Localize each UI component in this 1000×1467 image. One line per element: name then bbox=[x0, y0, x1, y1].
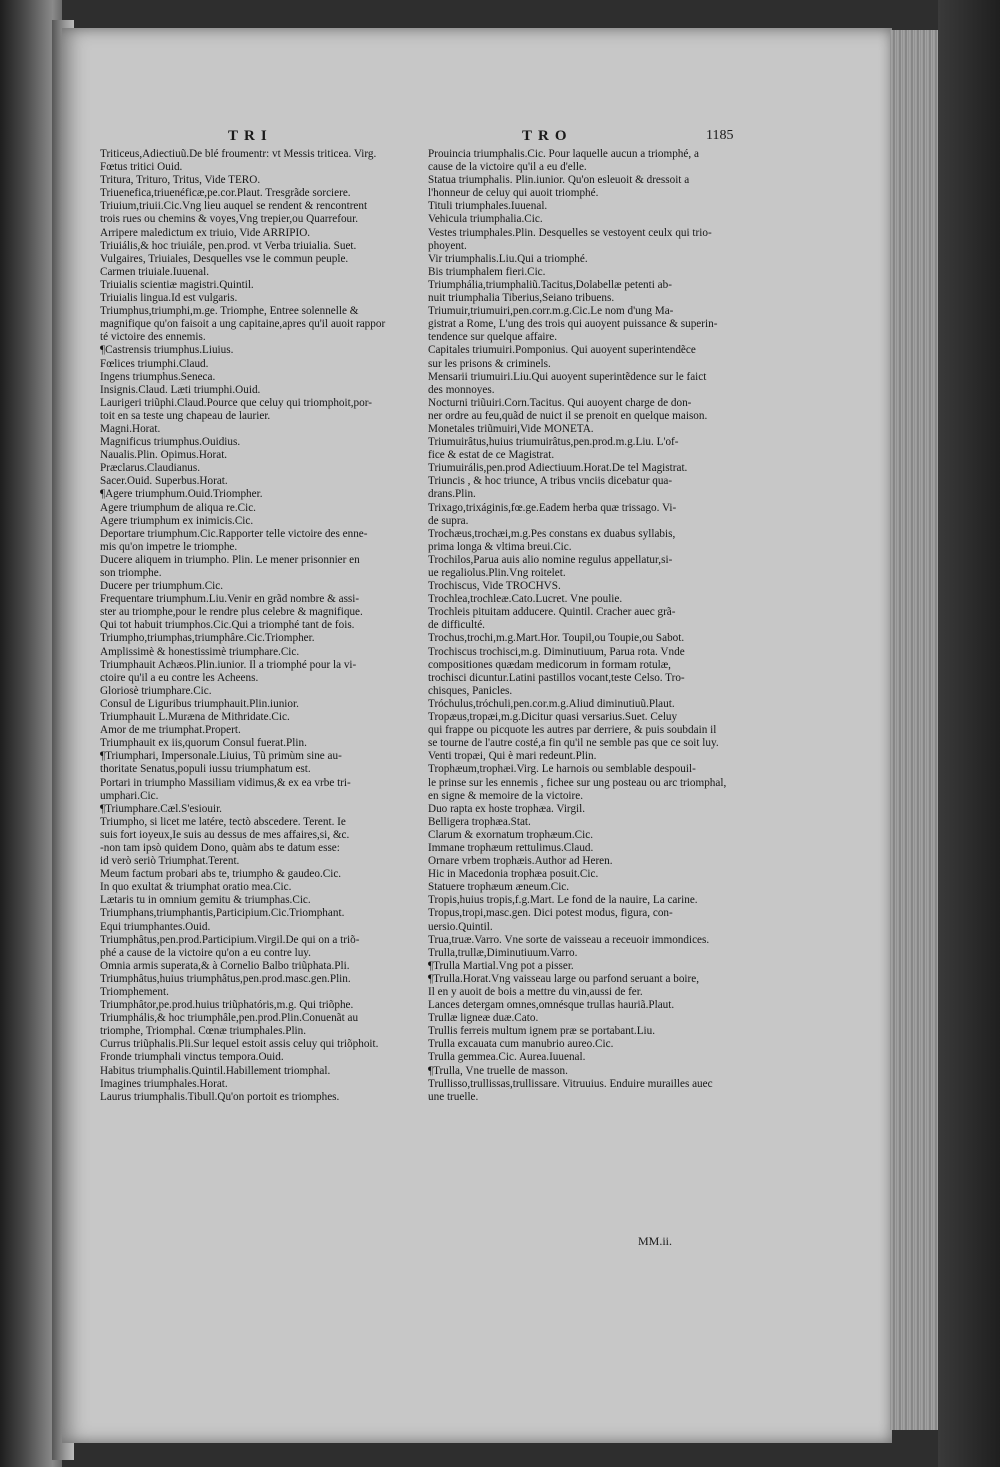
dictionary-line: Agere triumphum de aliqua re.Cic. bbox=[100, 501, 256, 514]
dictionary-line: Tróchulus,tróchuli,pen.cor.m.g.Aliud diminutiuũ.Plaut. bbox=[428, 697, 675, 710]
dictionary-line: Equi triumphantes.Ouid. bbox=[100, 920, 211, 933]
dictionary-line: Triticeus,Adiectiuũ.De blé froumentr: vt Messis triticea. Virg. bbox=[100, 148, 377, 160]
dictionary-line: Arripere maledictum ex triuio, Vide ARRIPIO. bbox=[100, 226, 311, 239]
dictionary-line: Triumphans,triumphantis,Participium.Cic.Triomphant. bbox=[100, 907, 345, 920]
dictionary-line: magnifique qu'on faisoit a ung capitaine,apres qu'il auoit rappor bbox=[100, 318, 386, 331]
dictionary-line: suis fort ioyeux,Ie suis au dessus de mes affaires,si, &c. bbox=[100, 828, 350, 841]
dictionary-line: Fronde triumphali vinctus tempora.Ouid. bbox=[100, 1051, 284, 1064]
dictionary-line: Ornare vrbem trophæis.Author ad Heren. bbox=[428, 855, 613, 868]
dictionary-line: Il en y auoit de bois a mettre du vin,aussi de fer. bbox=[428, 986, 643, 998]
dictionary-line: uersio.Quintil. bbox=[428, 920, 493, 933]
dictionary-line: nuit triumphalia Tiberius,Seiano tribuens. bbox=[428, 292, 615, 305]
dictionary-line: Triumphália,triumphaliũ.Tacitus,Dolabellæ petenti ab- bbox=[428, 278, 672, 291]
dictionary-line: Trullæ ligneæ duæ.Cato. bbox=[428, 1012, 539, 1025]
dictionary-line: mis qu'on impetre le triomphe. bbox=[100, 540, 238, 553]
dictionary-line: Lætaris tu in omnium gemitu & triumphas.Cic. bbox=[100, 894, 311, 907]
dictionary-line: ¶Triumphare.Cæl.S'esiouir. bbox=[100, 802, 222, 815]
dictionary-line: se tourne de l'autre costé,a fin qu'il ne semble pas que ce soit luy. bbox=[428, 737, 719, 750]
dictionary-line: Triumphauit ex iis,quorum Consul fuerat.Plin. bbox=[100, 737, 307, 750]
dictionary-line: ster au triomphe,pour le rendre plus celebre & magnifique. bbox=[100, 606, 363, 619]
dictionary-line: Prouincia triumphalis.Cic. Pour laquelle aucun a triomphé, a bbox=[428, 148, 699, 160]
dictionary-line: Magni.Horat. bbox=[100, 422, 161, 435]
dictionary-line: Triumphális,& hoc triumphâle,pen.prod.Plin.Conuenãt au bbox=[100, 1012, 359, 1025]
dictionary-line: Triuiális,& hoc triuiále, pen.prod. vt Verba triuialia. Suet. bbox=[100, 239, 357, 252]
dictionary-line: Triumpho,triumphas,triumphâre.Cic.Triompher. bbox=[100, 632, 315, 645]
dictionary-line: Trochlea,trochleæ.Cato.Lucret. Vne poulie. bbox=[428, 593, 623, 606]
dictionary-line: ue regaliolus.Plin.Vng roitelet. bbox=[428, 567, 566, 579]
dictionary-line: Duo rapta ex hoste trophæa. Virgil. bbox=[428, 802, 586, 815]
dictionary-line: Habitus triumphalis.Quintil.Habillement triomphal. bbox=[100, 1064, 331, 1077]
dictionary-line: Triomphement. bbox=[100, 986, 169, 998]
dictionary-line: Nocturni triũuiri.Corn.Tacitus. Qui auoyent charge de don- bbox=[428, 396, 692, 409]
dictionary-line: Mensarii triumuiri.Liu.Qui auoyent superintẽdence sur le faict bbox=[428, 370, 707, 383]
dictionary-line: Laurigeri triũphi.Claud.Pource que celuy qui triomphoit,por- bbox=[100, 396, 372, 409]
dictionary-line: Belligera trophæa.Stat. bbox=[428, 815, 531, 828]
dictionary-line: Fœtus tritici Ouid. bbox=[100, 161, 183, 174]
dictionary-line: Triumpho, si licet me latére, tectò abscedere. Terent. Ie bbox=[100, 815, 346, 828]
dictionary-line: Vir triumphalis.Liu.Qui a triomphé. bbox=[428, 252, 588, 265]
dictionary-line: Frequentare triumphum.Liu.Venir en grãd nombre & assi- bbox=[100, 593, 360, 606]
dictionary-line: thoritate Senatus,populi iussu triumphatum est. bbox=[100, 763, 311, 776]
dictionary-line: té victoire des ennemis. bbox=[100, 331, 206, 344]
running-header-center: TRO bbox=[522, 128, 573, 144]
dictionary-line: Trochæus,trochæi,m.g.Pes constans ex duabus syllabis, bbox=[428, 527, 676, 540]
left-column bbox=[100, 148, 418, 1104]
dictionary-line: Triumphâtus,huius triumphâtus,pen.prod.masc.gen.Plin. bbox=[100, 972, 351, 985]
dictionary-line: ¶Trulla Martial.Vng pot a pisser. bbox=[428, 959, 574, 972]
dictionary-line: Carmen triuiale.Iuuenal. bbox=[100, 265, 210, 278]
dictionary-line: ner ordre au feu,quãd de nuict il se prenoit en quelque maison. bbox=[428, 409, 708, 422]
right-column bbox=[428, 148, 738, 1104]
dictionary-line: Trua,truæ.Varro. Vne sorte de vaisseau a receuoir immondices. bbox=[428, 933, 710, 946]
dictionary-line: Tituli triumphales.Iuuenal. bbox=[428, 200, 548, 213]
dictionary-line: Agere triumphum ex inimicis.Cic. bbox=[100, 514, 254, 527]
dictionary-line: Clarum & exornatum trophæum.Cic. bbox=[428, 828, 593, 841]
dictionary-line: Trixago,trixáginis,fœ.ge.Eadem herba quæ trissago. Vi- bbox=[428, 501, 677, 514]
dictionary-line: Triumphus,triumphi,m.ge. Triomphe, Entree solennelle & bbox=[100, 305, 359, 318]
dictionary-line: Trochiscus, Vide TROCHVS. bbox=[428, 580, 561, 593]
dictionary-line: Triuialis scientiæ magistri.Quintil. bbox=[100, 278, 254, 291]
dictionary-line: Triumuirális,pen.prod Adiectiuum.Horat.De tel Magistrat. bbox=[428, 462, 688, 475]
dictionary-line: Deportare triumphum.Cic.Rapporter telle victoire des enne- bbox=[100, 527, 368, 540]
dictionary-line: de supra. bbox=[428, 514, 469, 527]
dictionary-line: Trullis ferreis multum ignem præ se portabant.Liu. bbox=[428, 1025, 656, 1038]
dictionary-line: Bis triumphalem fieri.Cic. bbox=[428, 265, 546, 278]
catchword: MM.ii. bbox=[638, 1234, 673, 1248]
dictionary-line: une truelle. bbox=[428, 1090, 479, 1103]
dictionary-line: trois rues ou chemins & voyes,Vng trepier,ou Quarrefour. bbox=[100, 213, 359, 226]
dictionary-line: Trochilos,Parua auis alio nomine regulus appellatur,si- bbox=[428, 553, 673, 566]
dictionary-line: Magnificus triumphus.Ouidius. bbox=[100, 436, 241, 449]
dictionary-line: ¶Trulla.Horat.Vng vaisseau large ou parfond seruant a boire, bbox=[428, 972, 700, 985]
dictionary-line: phoyent. bbox=[428, 239, 467, 252]
dictionary-line: son triomphe. bbox=[100, 567, 162, 579]
dictionary-line: Trulla,trullæ,Diminutiuum.Varro. bbox=[428, 946, 578, 959]
dictionary-line: drans.Plin. bbox=[428, 488, 476, 501]
dictionary-line: Vestes triumphales.Plin. Desquelles se vestoyent ceulx qui trio- bbox=[428, 226, 712, 239]
dictionary-line: Immane trophæum rettulimus.Claud. bbox=[428, 841, 594, 854]
dictionary-line: en signe & memoire de la victoire. bbox=[428, 789, 584, 802]
dictionary-line: Triumuir,triumuiri,pen.corr.m.g.Cic.Le nom d'ung Ma- bbox=[428, 305, 674, 318]
dictionary-line: Capitales triumuiri.Pomponius. Qui auoyent superintendẽce bbox=[428, 344, 696, 357]
dictionary-line: -non tam ipsò quidem Dono, quàm abs te datum esse: bbox=[100, 841, 340, 854]
running-header-left: TRI bbox=[228, 128, 273, 144]
dictionary-line: le prinse sur les ennemis , fichee sur ung posteau ou arc triomphal, bbox=[428, 776, 727, 789]
dictionary-line: umphari.Cic. bbox=[100, 789, 159, 802]
dictionary-line: fice & estat de ce Magistrat. bbox=[428, 449, 555, 462]
dictionary-line: Ingens triumphus.Seneca. bbox=[100, 370, 216, 383]
dictionary-line: Trullisso,trullissas,trullissare. Vitruuius. Enduire murailles auec bbox=[428, 1077, 713, 1090]
dictionary-line: Laurus triumphalis.Tibull.Qu'on portoit es triomphes. bbox=[100, 1090, 340, 1103]
dictionary-line: Meum factum probari abs te, triumpho & gaudeo.Cic. bbox=[100, 868, 342, 881]
dictionary-line: Monetales triũmuiri,Vide MONETA. bbox=[428, 422, 594, 435]
dictionary-line: Trulla gemmea.Cic. Aurea.Iuuenal. bbox=[428, 1051, 586, 1064]
dictionary-line: Imagines triumphales.Horat. bbox=[100, 1077, 228, 1090]
dictionary-line: compositiones quædam medicorum in formam rotulæ, bbox=[428, 658, 671, 671]
dictionary-line: Trochiscus trochisci,m.g. Diminutiuum, Parua rota. Vnde bbox=[428, 645, 685, 658]
dictionary-line: Triumphauit L.Muræna de Mithridate.Cic. bbox=[100, 711, 290, 724]
dictionary-line: de difficulté. bbox=[428, 619, 485, 632]
book-cover-edge bbox=[938, 0, 1000, 1467]
dictionary-line: Triuium,triuii.Cic.Vng lieu auquel se rendent & rencontrent bbox=[100, 200, 368, 213]
dictionary-line: Tropis,huius tropis,f.g.Mart. Le fond de la nauire, La carine. bbox=[428, 894, 698, 907]
dictionary-line: qui frappe ou picquote les autres par derriere, & puis soubdain il bbox=[428, 724, 717, 737]
dictionary-line: Fœlices triumphi.Claud. bbox=[100, 357, 209, 370]
dictionary-line: Gloriosè triumphare.Cic. bbox=[100, 684, 212, 697]
dictionary-line: Triumphauit Achæos.Plin.iunior. Il a triomphé pour la vi- bbox=[100, 658, 357, 671]
dictionary-line: chisques, Panicles. bbox=[428, 684, 513, 697]
dictionary-line: Statuere trophæum æneum.Cic. bbox=[428, 881, 570, 894]
dictionary-line: des monnoyes. bbox=[428, 383, 495, 396]
dictionary-line: Præclarus.Claudianus. bbox=[100, 462, 201, 475]
dictionary-line: ¶Triumphari, Impersonale.Liuius, Tũ primùm sine au- bbox=[100, 750, 342, 763]
dictionary-line: Portari in triumpho Massiliam vidimus,& ex ea vrbe tri- bbox=[100, 776, 351, 789]
dictionary-line: Naualis.Plin. Opimus.Horat. bbox=[100, 449, 228, 462]
dictionary-line: l'honneur de celuy qui auoit triomphé. bbox=[428, 187, 599, 200]
dictionary-line: Trulla excauata cum manubrio aureo.Cic. bbox=[428, 1038, 614, 1051]
dictionary-line: cause de la victoire qu'il a eu d'elle. bbox=[428, 161, 587, 174]
dictionary-line: phé a cause de la victoire qu'on a eu contre luy. bbox=[100, 946, 311, 959]
dictionary-line: ctoire qu'il a eu contre les Acheens. bbox=[100, 671, 259, 684]
dictionary-line: gistrat a Rome, L'ung des trois qui auoyent puissance & superin- bbox=[428, 318, 718, 331]
dictionary-line: Triuenefica,triuenéficæ,pe.cor.Plaut. Tresgrãde sorciere. bbox=[100, 187, 351, 200]
dictionary-line: ¶Castrensis triumphus.Liuius. bbox=[100, 344, 234, 357]
dictionary-line: Ducere aliquem in triumpho. Plin. Le mener prisonnier en bbox=[100, 553, 360, 566]
dictionary-line: Tropus,tropi,masc.gen. Dici potest modus, figura, con- bbox=[428, 907, 673, 920]
dictionary-line: Amplissimè & honestissimè triumphare.Cic. bbox=[100, 645, 300, 658]
dictionary-line: Triuncis , & hoc triunce, A tribus vnciis dicebatur qua- bbox=[428, 475, 673, 488]
dictionary-line: Vulgaires, Triuiales, Desquelles vse le commun peuple. bbox=[100, 252, 349, 265]
dictionary-line: Ducere per triumphum.Cic. bbox=[100, 580, 224, 593]
dictionary-line: Hic in Macedonia trophæa posuit.Cic. bbox=[428, 868, 599, 881]
dictionary-line: Venti tropæi, Qui è mari redeunt.Plin. bbox=[428, 750, 597, 763]
page-stack-edge bbox=[890, 30, 938, 1430]
page-number: 1185 bbox=[706, 128, 734, 143]
dictionary-line: Insignis.Claud. Læti triumphi.Ouid. bbox=[100, 383, 261, 396]
dictionary-line: ¶Trulla, Vne truelle de masson. bbox=[428, 1064, 568, 1077]
dictionary-line: tendence sur quelque affaire. bbox=[428, 331, 558, 344]
dictionary-line: Triuialis lingua.Id est vulgaris. bbox=[100, 292, 238, 305]
dictionary-line: Consul de Liguribus triumphauit.Plin.iunior. bbox=[100, 697, 299, 710]
dictionary-line: Currus triũphalis.Pli.Sur lequel estoit assis celuy qui triõphoit. bbox=[100, 1038, 379, 1051]
dictionary-line: Trochus,trochi,m.g.Mart.Hor. Toupil,ou Toupie,ou Sabot. bbox=[428, 632, 685, 645]
dictionary-line: Statua triumphalis. Plin.iunior. Qu'on esleuoit & dressoit a bbox=[428, 174, 690, 187]
dictionary-line: Vehicula triumphalia.Cic. bbox=[428, 213, 543, 226]
dictionary-line: toit en sa teste ung chapeau de laurier. bbox=[100, 409, 271, 422]
dictionary-line: Tritura, Trituro, Tritus, Vide TERO. bbox=[100, 174, 261, 187]
dictionary-line: Qui tot habuit triumphos.Cic.Qui a triomphé tant de fois. bbox=[100, 619, 355, 632]
dictionary-line: sur les prisons & criminels. bbox=[428, 357, 551, 370]
dictionary-line: Trochleis pituitam adducere. Quintil. Cracher auec grã- bbox=[428, 606, 676, 619]
dictionary-line: Trophæum,trophæi.Virg. Le harnois ou semblable despouil- bbox=[428, 763, 696, 776]
dictionary-line: triomphe, Triomphal. Cœnæ triumphales.Plin. bbox=[100, 1025, 307, 1038]
dictionary-line: id verò seriò Triumphat.Terent. bbox=[100, 855, 240, 868]
dictionary-line: prima longa & vltima breui.Cic. bbox=[428, 540, 572, 553]
dictionary-line: trochisci dicuntur.Latini pastillos vocant,teste Celso. Tro- bbox=[428, 671, 685, 684]
dictionary-line: Triumuirâtus,huius triumuirâtus,pen.prod.m.g.Liu. L'of- bbox=[428, 436, 679, 449]
dictionary-line: Tropæus,tropæi,m.g.Dicitur quasi versarius.Suet. Celuy bbox=[428, 711, 678, 724]
dictionary-line: Omnia armis superata,& à Cornelio Balbo triũphata.Pli. bbox=[100, 959, 350, 972]
dictionary-line: ¶Agere triumphum.Ouid.Triompher. bbox=[100, 488, 263, 501]
dictionary-line: Sacer.Ouid. Superbus.Horat. bbox=[100, 475, 228, 488]
dictionary-line: Lances detergam omnes,omnésque trullas hauriã.Plaut. bbox=[428, 999, 675, 1012]
dictionary-line: Triumphâtor,pe.prod.huius triũphatóris,m.g. Qui triõphe. bbox=[100, 999, 354, 1012]
dictionary-line: Amor de me triumphat.Propert. bbox=[100, 724, 241, 737]
dictionary-line: In quo exultat & triumphat oratio mea.Cic. bbox=[100, 881, 292, 894]
dictionary-line: Triumphâtus,pen.prod.Participium.Virgil.De qui on a triõ- bbox=[100, 933, 360, 946]
